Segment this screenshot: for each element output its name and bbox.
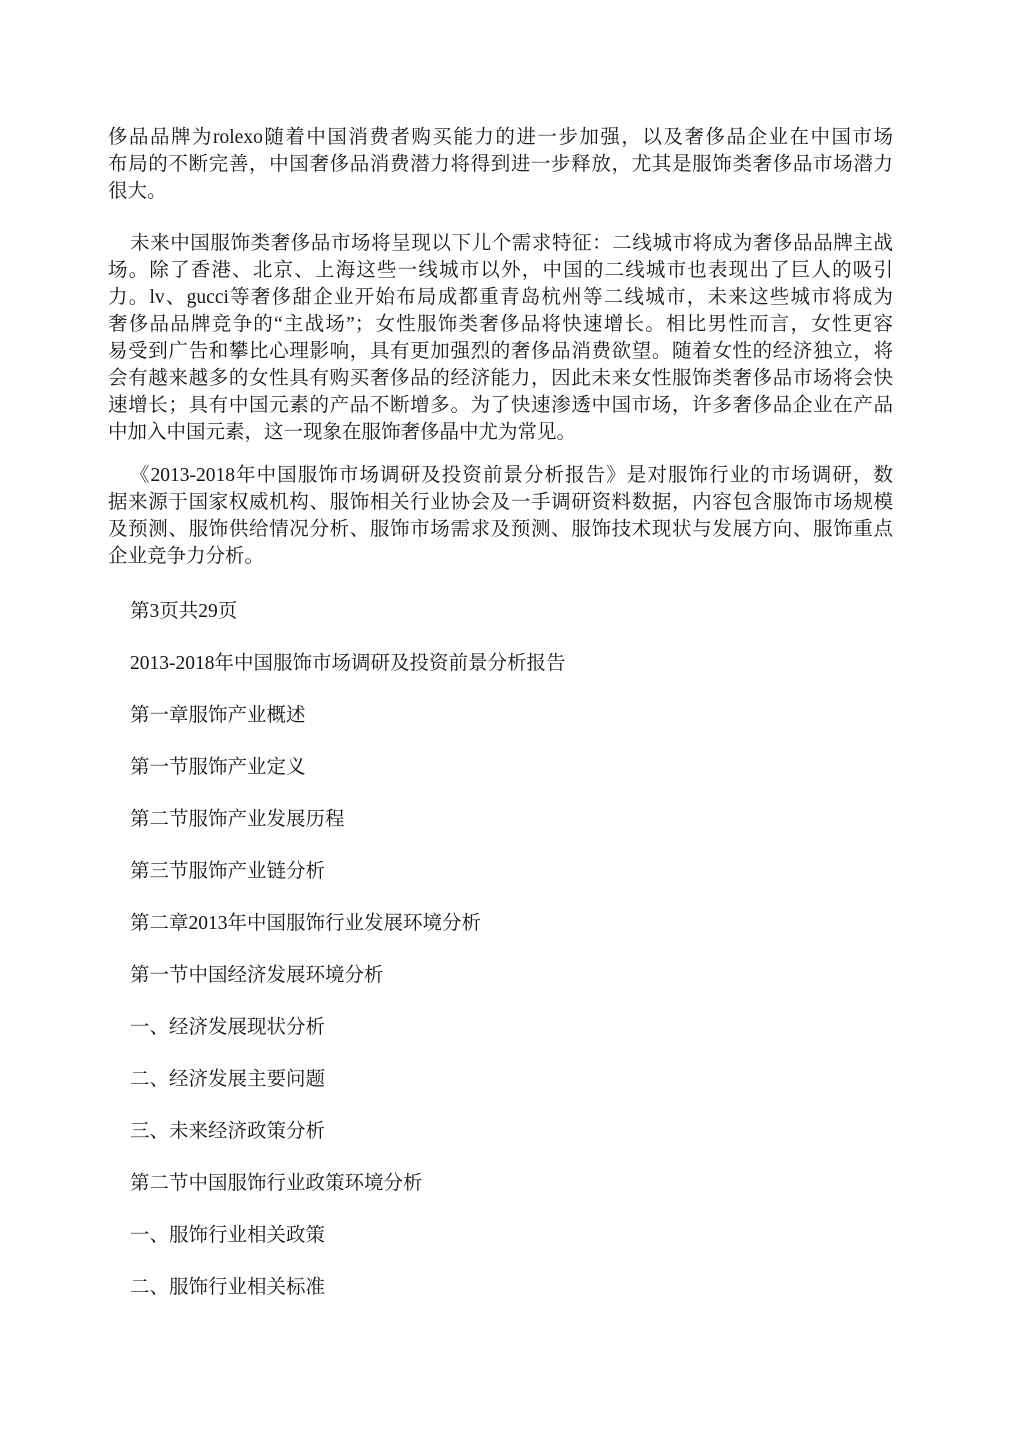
toc-chapter: 第二章2013年中国服饰行业发展环境分析	[130, 913, 482, 934]
paragraph-line: 中加入中国元素，这一现象在服饰奢侈晶中尤为常见。	[108, 422, 577, 443]
paragraph-line: 据来源于国家权威机构、服饰相关行业协会及一手调研资料数据，内容包含服饰市场规模	[108, 492, 893, 513]
toc-subsection: 一、服饰行业相关政策	[130, 1225, 326, 1246]
toc-section: 第二节中国服饰行业政策环境分析	[130, 1173, 423, 1194]
paragraph-line: 场。除了香港、北京、上海这些一线城市以外，中国的二线城市也表现出了巨人的吸引	[108, 260, 893, 281]
paragraph	[108, 124, 893, 205]
toc-section: 第二节服饰产业发展历程	[130, 809, 345, 830]
toc-section: 第一节服饰产业定义	[130, 757, 306, 778]
paragraph	[108, 230, 893, 446]
report-title: 2013-2018年中国服饰市场调研及投资前景分析报告	[130, 653, 566, 674]
paragraph-line: 未来中国服饰类奢侈品市场将呈现以下儿个需求特征：二线城市将成为奢侈品品牌主战	[130, 233, 893, 254]
paragraph-line: 速增长；具有中国元素的产品不断增多。为了快速渗透中国市场，许多奢侈品企业在产品	[108, 395, 893, 416]
paragraph-line: 及预测、服饰供给情况分析、服饰市场需求及预测、服饰技术现状与发展方向、服饰重点	[108, 519, 893, 540]
paragraph-line: 易受到广告和攀比心理影响，具有更加强烈的奢侈品消费欲望。随着女性的经济独立，将	[108, 341, 893, 362]
toc-subsection: 二、服饰行业相关标准	[130, 1277, 326, 1298]
toc-subsection: 一、经济发展现状分析	[130, 1017, 326, 1038]
toc-section: 第一节中国经济发展环境分析	[130, 965, 384, 986]
paragraph-line: 《2013-2018年中国服饰市场调研及投资前景分析报告》是对服饰行业的市场调研，数	[130, 465, 893, 486]
paragraph-line: 很大。	[108, 181, 167, 202]
table-of-contents	[108, 598, 893, 1301]
page-indicator: 第3页共29页	[130, 601, 238, 622]
paragraph-line: 侈品品牌为rolexo随着中国消费者购买能力的进一步加强，以及奢侈品企业在中国市场	[108, 127, 893, 148]
paragraph-line: 企业竞争力分析。	[108, 546, 265, 567]
paragraph-line: 布局的不断完善，中国奢侈品消费潜力将得到进一步释放，尤其是服饰类奢侈品市场潜力	[108, 154, 893, 175]
paragraph-line: 力。lv、gucci等奢侈甜企业开始布局成都重青岛杭州等二线城市，未来这些城市将成为	[108, 287, 893, 308]
toc-section: 第三节服饰产业链分析	[130, 861, 326, 882]
paragraph-line: 会有越来越多的女性具有购买奢侈品的经济能力，因此未来女性服饰类奢侈品市场将会快	[108, 368, 893, 389]
paragraph-line: 奢侈品品牌竞争的“主战场”；女性服饰类奢侈品将快速增长。相比男性而言，女性更容	[108, 314, 893, 335]
toc-subsection: 三、未来经济政策分析	[130, 1121, 326, 1142]
toc-chapter: 第一章服饰产业概述	[130, 705, 306, 726]
paragraph	[108, 462, 893, 570]
toc-subsection: 二、经济发展主要问题	[130, 1069, 326, 1090]
document-body	[108, 124, 893, 1301]
